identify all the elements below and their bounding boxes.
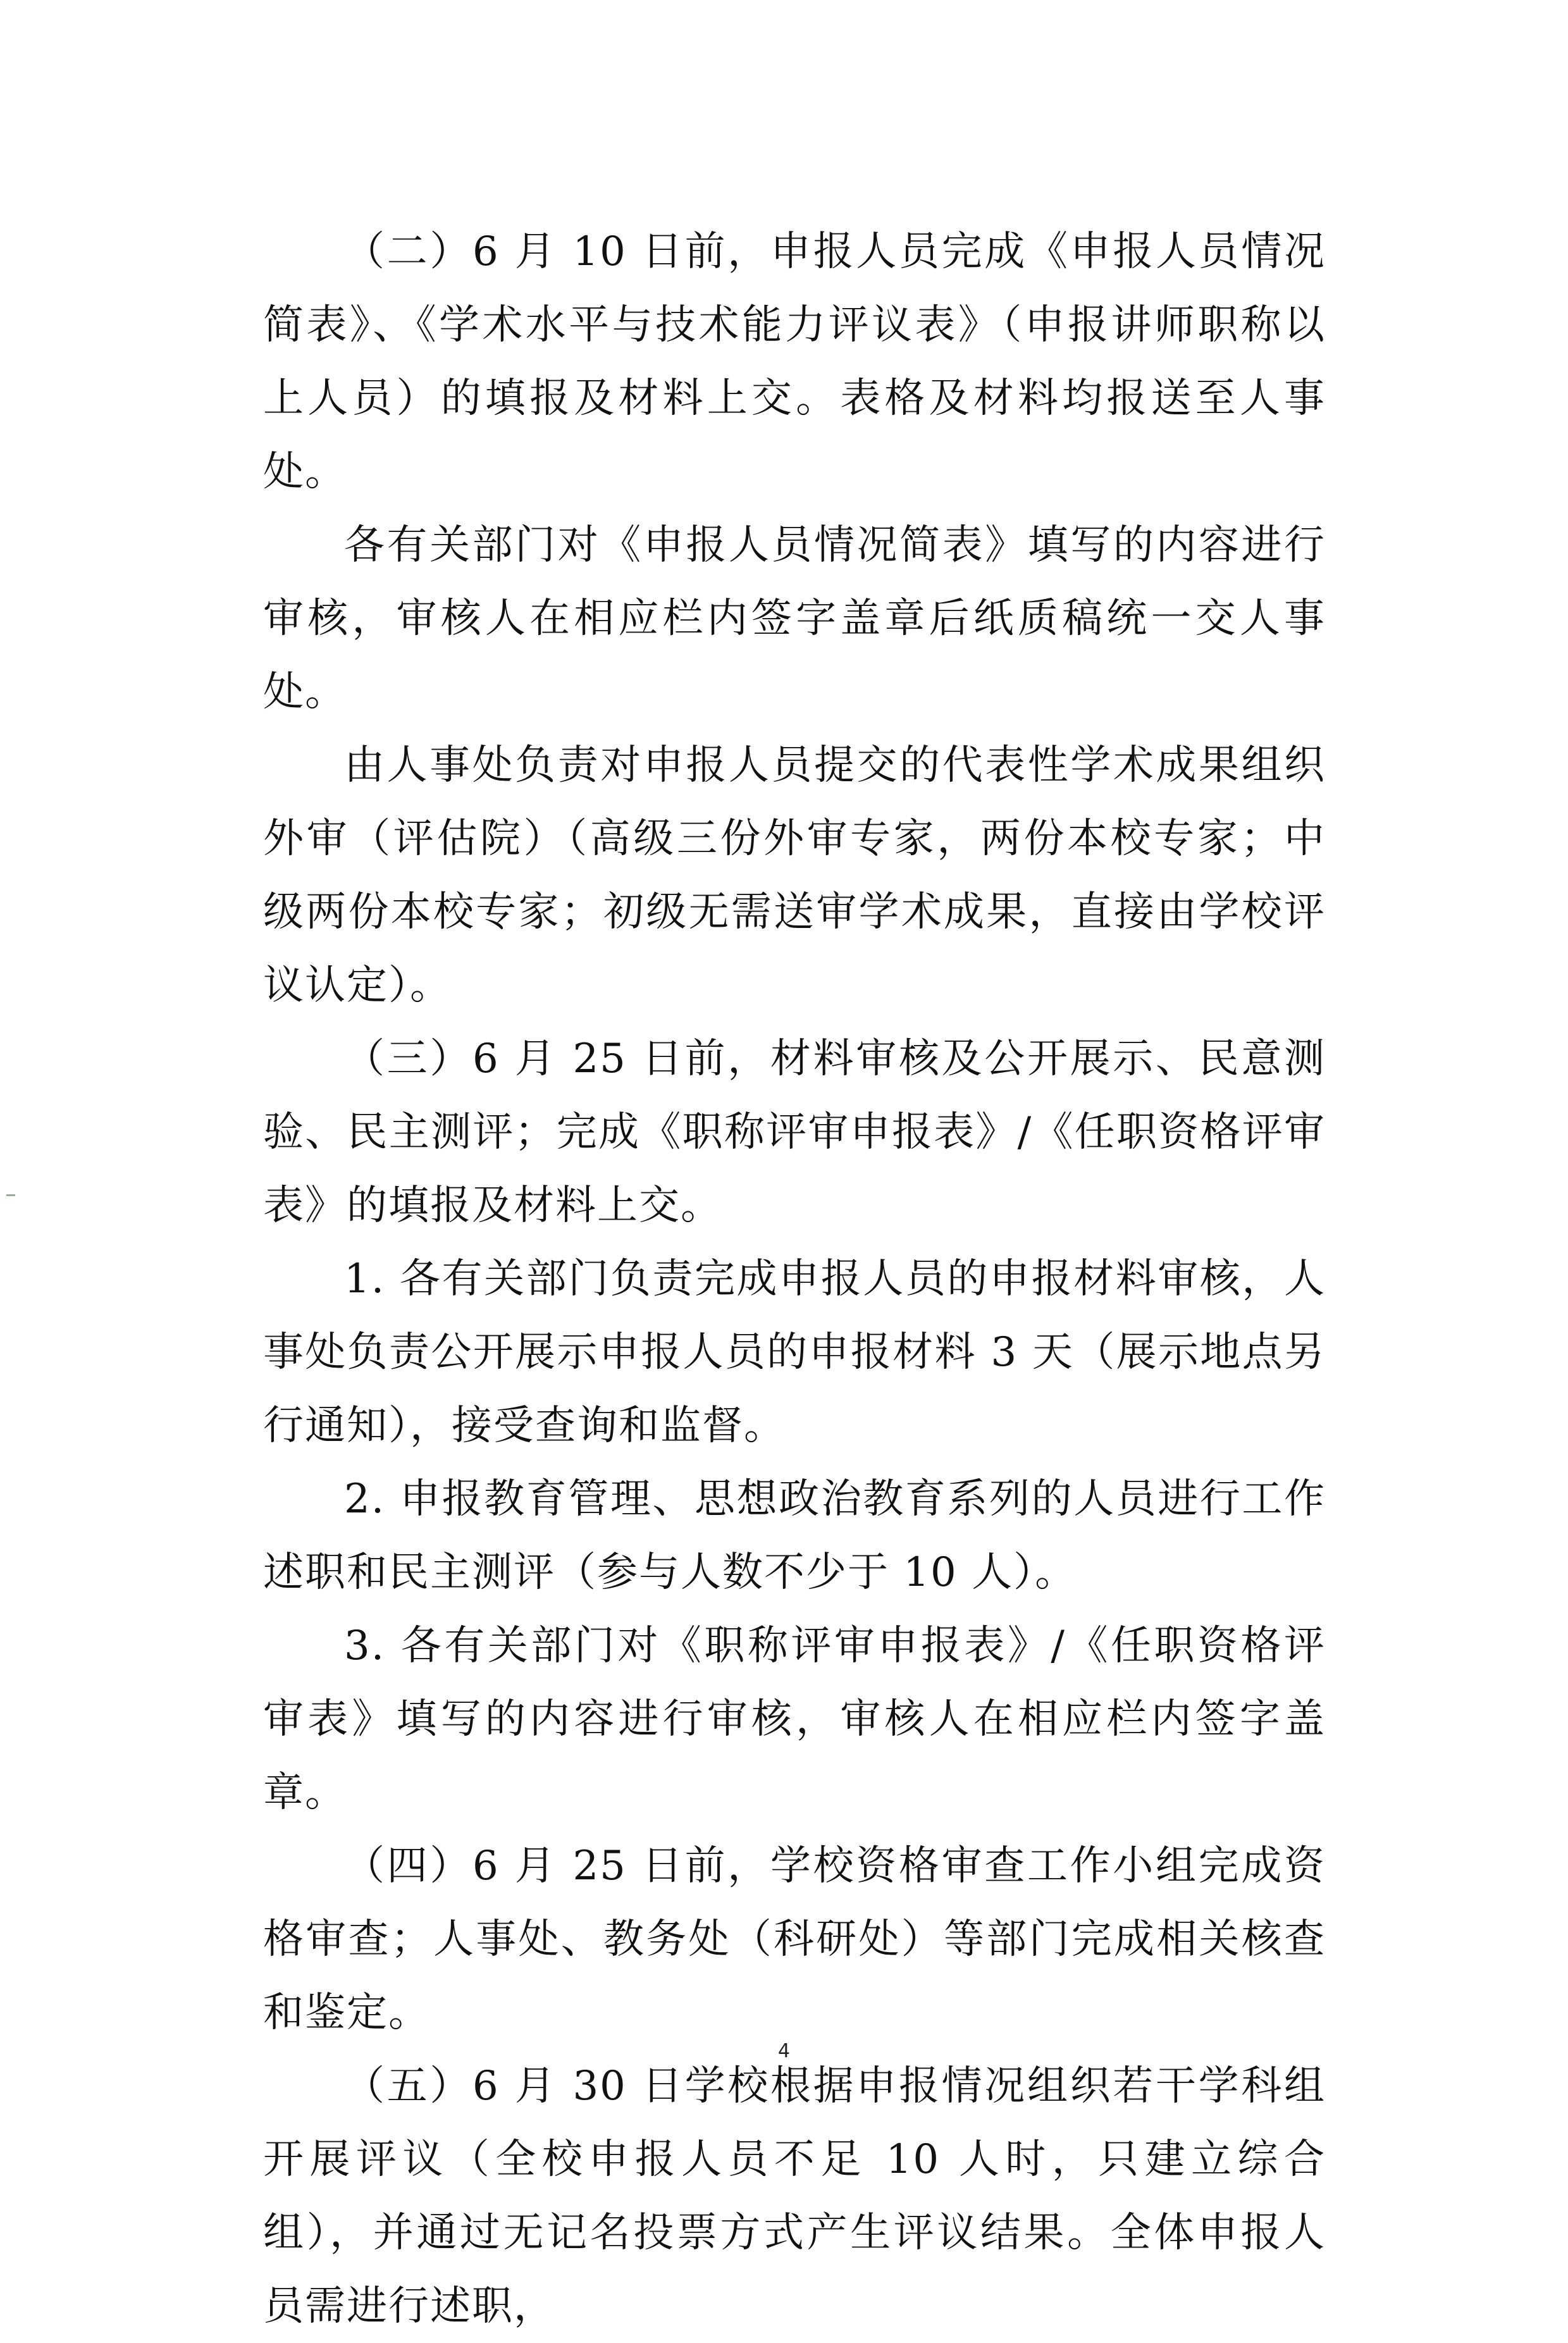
- scan-margin-mark: [6, 1194, 15, 1196]
- document-body: [263, 215, 1326, 2343]
- paragraph-step-5: （五）6 月 30 日学校根据申报情况组织若干学科组开展评议（全校申报人员不足 10 人时，只建立综合组），并通过无记名投票方式产生评议结果。全体申报人员需进行述职，: [263, 2063, 1326, 2330]
- page-number: 4: [777, 2040, 791, 2062]
- paragraph-item-2: 2. 申报教育管理、思想政治教育系列的人员进行工作述职和民主测评（参与人数不少于 10 人）。: [263, 1476, 1326, 1596]
- paragraph-item-3: 3. 各有关部门对《职称评审申报表》/《任职资格评审表》填写的内容进行审核，审核人在相应栏内签字盖章。: [263, 1623, 1326, 1816]
- paragraph-external-review: 由人事处负责对申报人员提交的代表性学术成果组织外审（评估院）（高级三份外审专家，两份本校专家；中级两份本校专家；初级无需送审学术成果，直接由学校评议认定）。: [263, 742, 1326, 1009]
- paragraph-step-4: （四）6 月 25 日前，学校资格审查工作小组完成资格审查；人事处、教务处（科研处）等部门完成相关核查和鉴定。: [263, 1843, 1326, 2036]
- paragraph-department-review: 各有关部门对《申报人员情况简表》填写的内容进行审核，审核人在相应栏内签字盖章后纸质稿统一交人事处。: [263, 522, 1326, 715]
- paragraph-item-1: 1. 各有关部门负责完成申报人员的申报材料审核，人事处负责公开展示申报人员的申报材料 3 天（展示地点另行通知），接受查询和监督。: [263, 1256, 1326, 1449]
- paragraph-step-2: （二）6 月 10 日前，申报人员完成《申报人员情况简表》、《学术水平与技术能力评议表》（申报讲师职称以上人员）的填报及材料上交。表格及材料均报送至人事处。: [263, 228, 1326, 495]
- paragraph-step-3: （三）6 月 25 日前，材料审核及公开展示、民意测验、民主测评；完成《职称评审申报表》/《任职资格评审表》的填报及材料上交。: [263, 1035, 1326, 1229]
